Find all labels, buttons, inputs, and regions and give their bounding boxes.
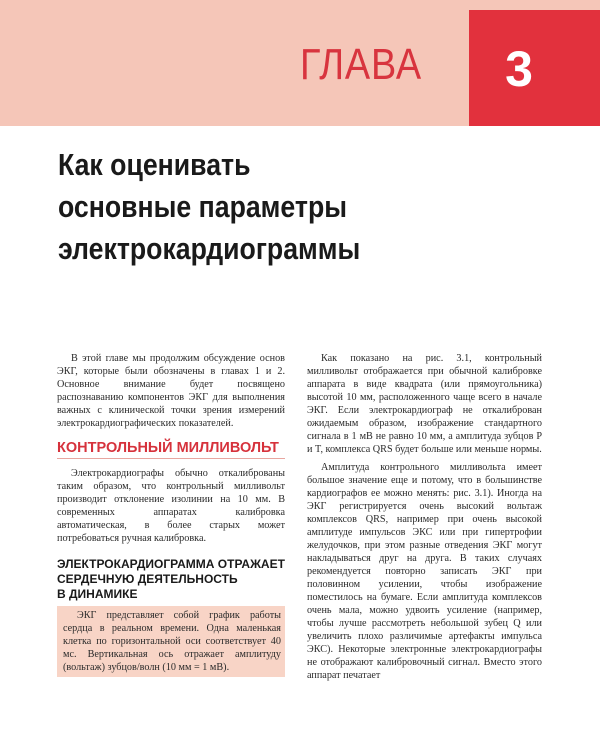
callout-text: ЭКГ представляет собой график работы сердца в реальном времени. Одна маленькая клетка по горизонтальной оси соответствует 40 мс. Вертикальная ось отражает амплитуду (вольтаж) зубцов/волн (10 мм = 1 мВ). (63, 610, 281, 673)
chapter-number-box (469, 10, 600, 126)
intro-paragraph: В этой главе мы продолжим обсуждение основ ЭКГ, которые были обозначены в главах 1 и 2. Основное внимание будет посвящено распознаванию компонентов ЭКГ для выполнения важных с клинической точки зрения измерений электрокардиографических показателей. (57, 353, 285, 429)
chapter-title-line-3: электрокардиограммы (58, 231, 361, 266)
subsection-heading (57, 557, 285, 602)
chapter-title-line-2: основные параметры (58, 189, 348, 224)
right-column (307, 352, 542, 682)
left-column (57, 352, 285, 677)
chapter-title (58, 144, 471, 270)
section-paragraph: Электрокардиографы обычно откалиброваны таким образом, что контрольный милливольт производит отклонение изолинии на 10 мм. В современных аппаратах калибровка автоматическая, в более старых может потребоваться ручная калибровка. (57, 468, 285, 544)
body-paragraph-1: Как показано на рис. 3.1, контрольный милливольт отображается при обычной калибровке аппарата в виде квадрата (или прямоугольника) высотой 10 мм, расположенного чаще всего в начале ЭКГ. Если электрокардиограф не откалиброван ожидаемым образом, изображение стандартного сигнала в 1 мВ не равно 10 мм, а амплитуда зубцов P и T, комплекса QRS будет больше или меньше нормы. (307, 353, 542, 455)
body-paragraph-2: Амплитуда контрольного милливольта имеет большое значение еще и потому, что в большинстве кардиографов ее можно менять: рис. 3.1). Иногда на ЭКГ регистрируется очень высокий вольтаж комплексов QRS, например при очень высокой амплитуде импульсов ЭКС или при гипертрофии желудочков, при этом разные отведения ЭКГ могут накладываться друг на друга. В таких случаях рекомендуется повторно записать ЭКГ при половинном усилении, чтобы изображение поместилось на бумаге. Если амплитуда комплексов очень мала, можно удвоить усиление (например, чтобы лучше рассмотреть небольшой зубец Q или увеличить плохо различимые артефакты импульса ЭКС). Некоторые электронные электрокардиографы не отображают калибровочный сигнал. Вместо этого аппарат печатает (307, 462, 542, 681)
callout-box (57, 606, 285, 677)
chapter-title-line-1: Как оценивать (58, 147, 251, 182)
chapter-banner (0, 0, 600, 126)
subsection-heading-line-3: В ДИНАМИКЕ (57, 587, 138, 601)
section-heading-control-millivolt: КОНТРОЛЬНЫЙ МИЛЛИВОЛЬТ (57, 442, 285, 459)
subsection-heading-line-2: СЕРДЕЧНУЮ ДЕЯТЕЛЬНОСТЬ (57, 572, 238, 586)
subsection-heading-line-1: ЭЛЕКТРОКАРДИОГРАММА ОТРАЖАЕТ (57, 557, 285, 571)
chapter-number: 3 (505, 41, 533, 97)
chapter-label: ГЛАВА (300, 40, 422, 89)
